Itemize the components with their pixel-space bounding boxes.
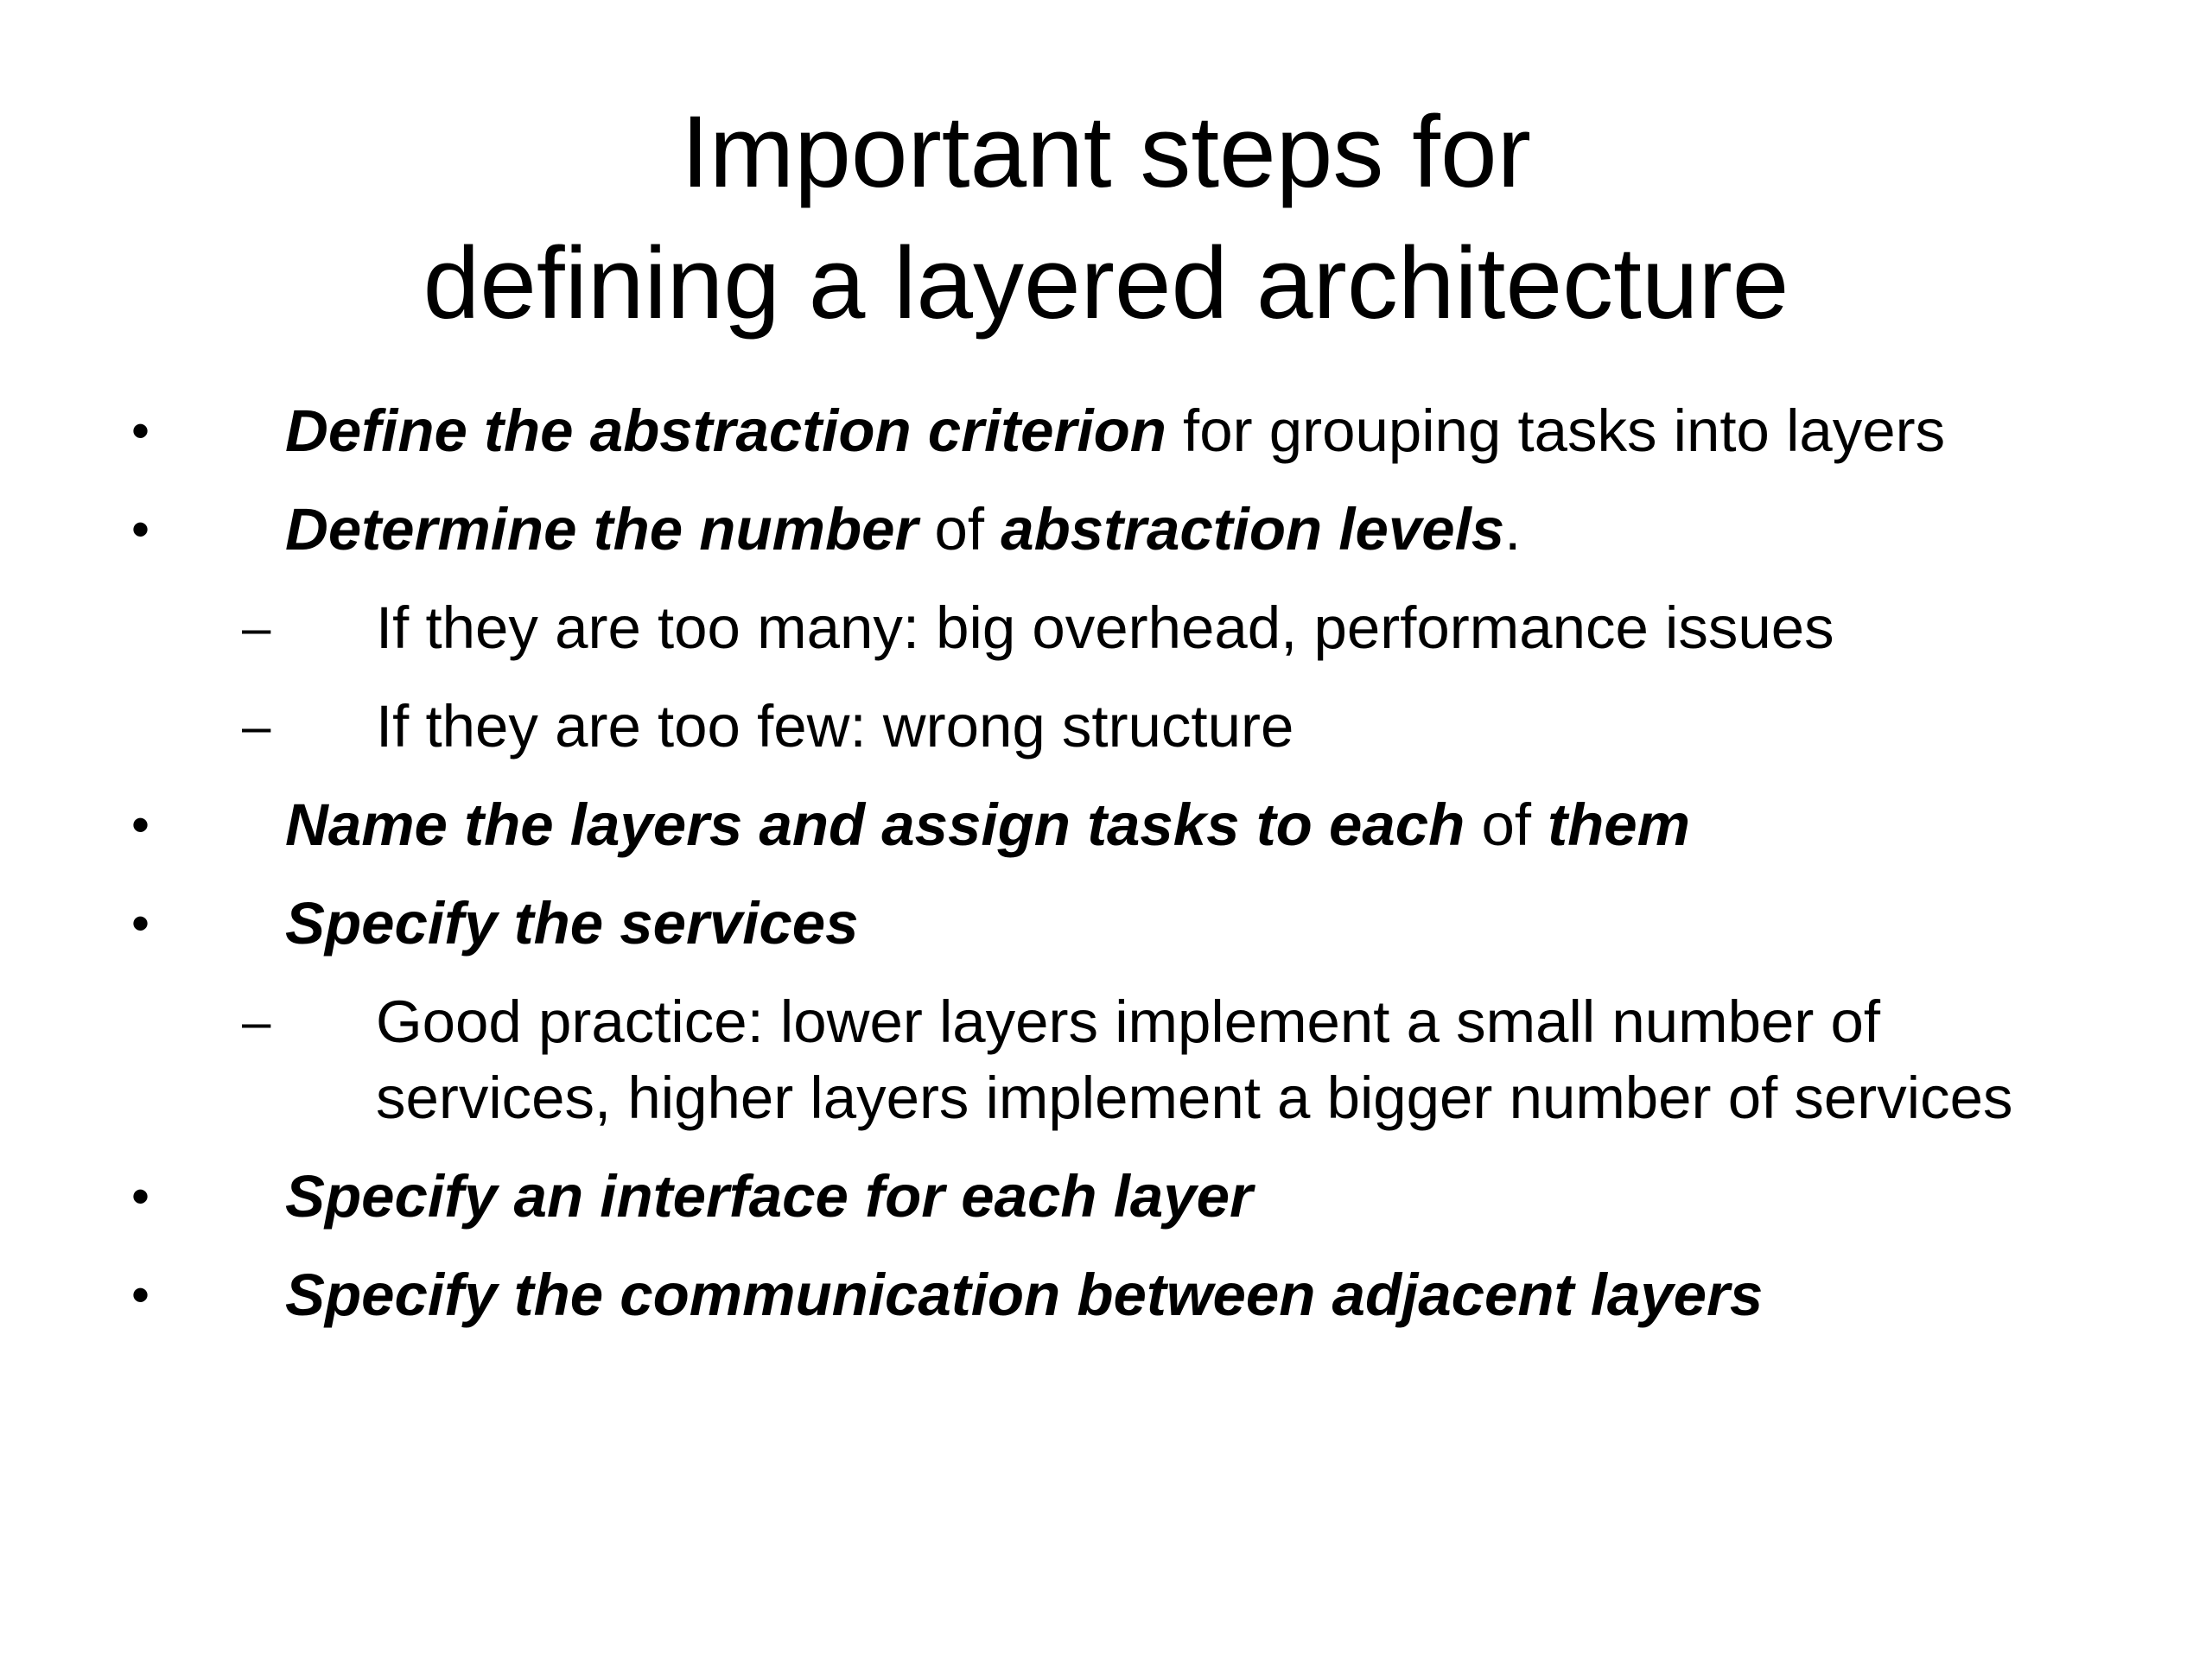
- sub-item-text: If they are too few: wrong structure: [376, 693, 1294, 760]
- bullet-emphasis: abstraction levels: [1001, 496, 1505, 563]
- sub-item-text: If they are too many: big overhead, performance issues: [376, 594, 1834, 661]
- bullet-text: of: [1465, 791, 1548, 858]
- bullet-item-interface: [0, 1159, 2212, 1235]
- bullet-text: for grouping tasks into layers: [1166, 397, 1946, 464]
- bullet-marker: •: [131, 500, 150, 558]
- bullet-emphasis: Specify the services: [285, 890, 859, 957]
- sub-item-text: Good practice: lower layers implement a small number of services, higher layers implement a bigger number of services: [376, 988, 2013, 1131]
- bullet-text: .: [1504, 496, 1522, 563]
- dash-marker: –: [242, 697, 271, 755]
- title-line-2: defining a layered architecture: [423, 226, 1789, 340]
- bullet-emphasis: Determine the number: [285, 496, 918, 563]
- bullet-item-specify-services: [0, 886, 2212, 962]
- bullet-marker: •: [131, 1266, 150, 1324]
- dash-marker: –: [242, 599, 271, 657]
- bullet-emphasis: Name the layers and assign tasks to each: [285, 791, 1465, 858]
- bullet-marker: •: [131, 796, 150, 854]
- bullet-marker: •: [131, 1167, 150, 1225]
- bullet-item-number-of-levels: [0, 492, 2212, 568]
- slide-title: [0, 86, 2212, 349]
- bullet-marker: •: [131, 894, 150, 952]
- bullet-marker: •: [131, 402, 150, 460]
- title-line-1: Important steps for: [681, 95, 1531, 209]
- bullet-item-name-layers: [0, 787, 2212, 863]
- sub-item-too-many: [0, 590, 2104, 666]
- bullet-emphasis: Define the abstraction criterion: [285, 397, 1166, 464]
- dash-marker: –: [242, 993, 271, 1051]
- sub-item-too-few: [0, 689, 2104, 765]
- bullet-emphasis: Specify the communication between adjacent layers: [285, 1262, 1764, 1328]
- bullet-emphasis: them: [1548, 791, 1691, 858]
- bullet-item-abstraction-criterion: [0, 393, 2212, 469]
- bullet-emphasis: Specify an interface for each layer: [285, 1163, 1253, 1230]
- bullet-item-communication: [0, 1257, 2212, 1333]
- sub-item-good-practice: [0, 984, 2104, 1136]
- bullet-text: of: [918, 496, 1001, 563]
- bullet-list: [0, 393, 2212, 1356]
